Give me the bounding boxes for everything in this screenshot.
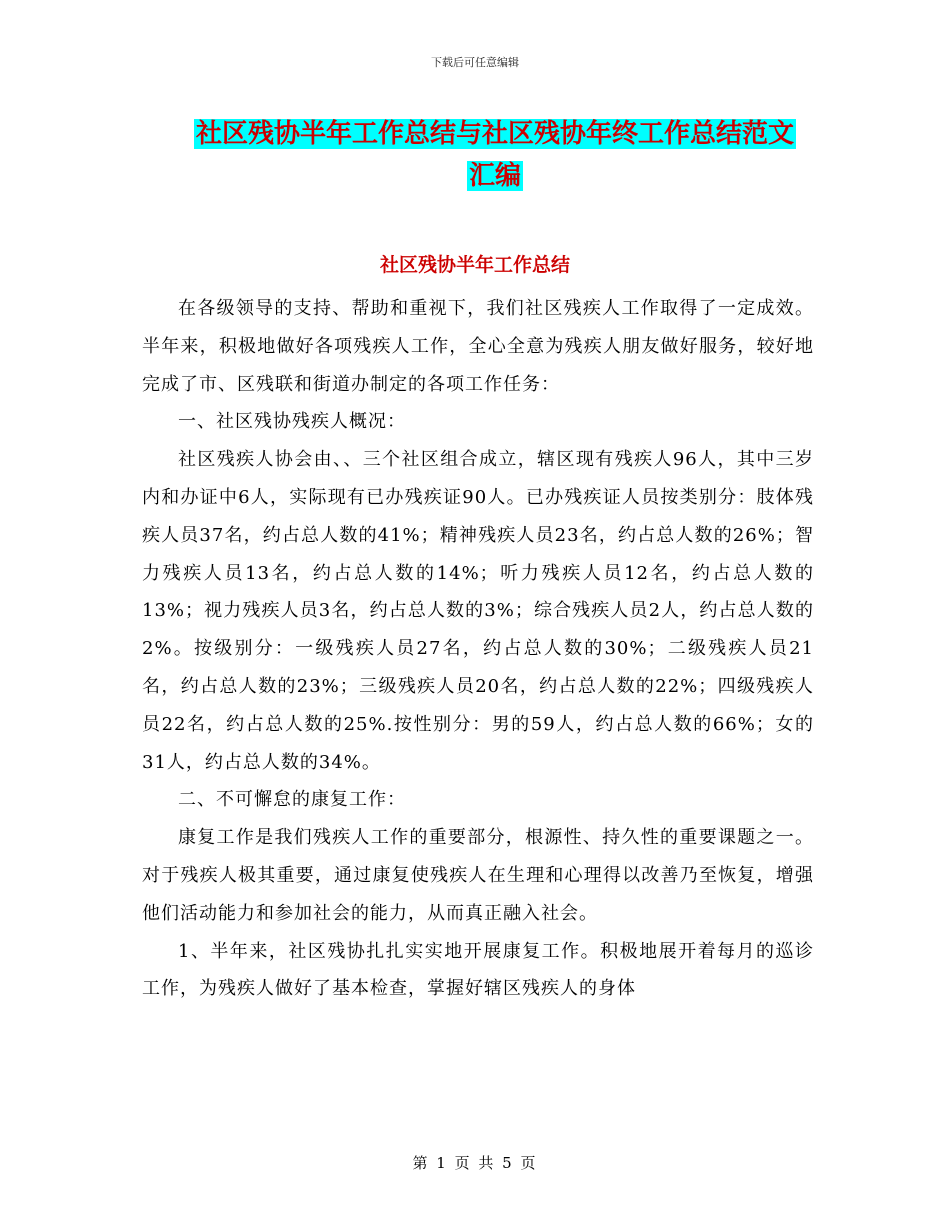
body-text	[142, 290, 814, 1008]
section-title: 社区残协半年工作总结	[379, 254, 570, 276]
page-number: 第 1 页 共 5 页	[412, 1154, 538, 1172]
paragraph: 在各级领导的支持、帮助和重视下，我们社区残疾人工作取得了一定成效。半年来，积极地做好各项残疾人工作，全心全意为残疾人朋友做好服务，较好地完成了市、区残联和街道办制定的各项工作任务：	[142, 298, 814, 395]
title-line-2: 汇编	[468, 161, 521, 191]
paragraph: 康复工作是我们残疾人工作的重要部分，根源性、持久性的重要课题之一。对于残疾人极其重要，通过康复使残疾人在生理和心理得以改善乃至恢复，增强他们活动能力和参加社会的能力，从而真正融入社会。	[142, 827, 814, 924]
title-line-1: 社区残协半年工作总结与社区残协年终工作总结范文	[195, 119, 794, 149]
paragraph: 二、不可懈怠的康复工作：	[178, 789, 406, 811]
paragraph: 1、半年来，社区残协扎扎实实地开展康复工作。积极地展开着每月的巡诊工作，为残疾人做好了基本检查，掌握好辖区残疾人的身体	[142, 940, 814, 1000]
header-note: 下载后可任意编辑	[431, 56, 519, 69]
paragraph: 一、社区残协残疾人概况：	[178, 411, 406, 433]
paragraph: 社区残疾人协会由、、三个社区组合成立，辖区现有残疾人96人，其中三岁内和办证中6人，实际现有已办残疾证90人。已办残疾证人员按类别分：肢体残疾人员37名，约占总人数的41%；精神残疾人员23名，约占总人数的26%；智力残疾人员13名，约占总人数的14%；听力残疾人员12名，约占总人数的13%；视力残疾人员3名，约占总人数的3%；综合残疾人员2人，约占总人数的2%。按级别分：一级残疾人员27名，约占总人数的30%；二级残疾人员21名，约占总人数的23%；三级残疾人员20名，约占总人数的22%；四级残疾人员22名，约占总人数的25%.按性别分：男的59人，约占总人数的66%；女的31人，约占总人数的34%。	[142, 449, 814, 773]
document-title	[150, 113, 840, 197]
